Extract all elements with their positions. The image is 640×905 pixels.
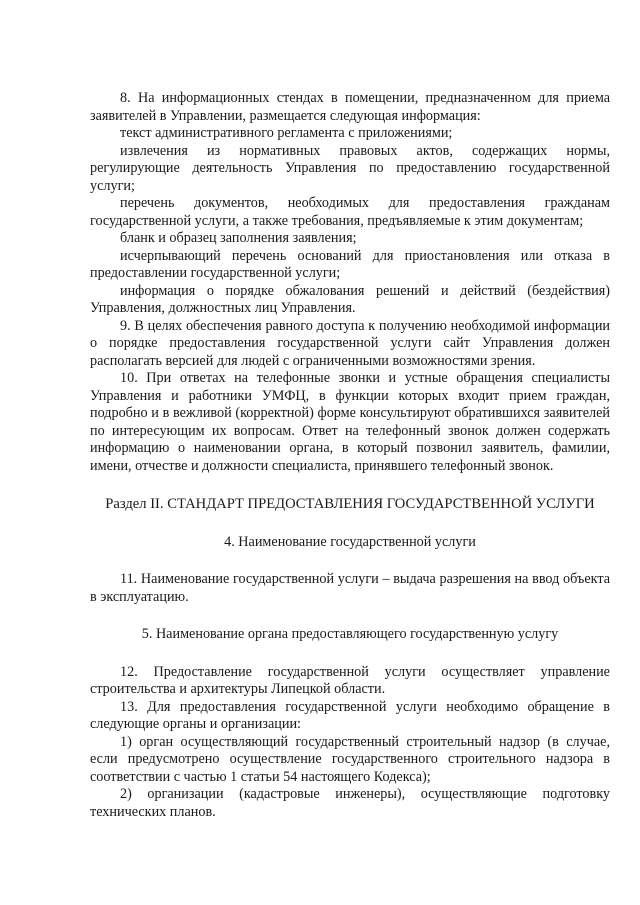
list-item-construction-supervision: 1) орган осуществляющий государственный строительный надзор (в случае, если предусмотрено осуществление государственного строительного надзора в соответствии с частью 1 статьи 54 настоящего Кодекса); (90, 733, 610, 785)
paragraph-9: 9. В целях обеспечения равного доступа к получению необходимой информации о порядке предоставления государственной услуги сайт Управления должен располагать версией для людей с ограниченными возможностями зрения. (90, 317, 610, 369)
paragraph-11: 11. Наименование государственной услуги – выдача разрешения на ввод объекта в эксплуатацию. (90, 571, 610, 605)
subsection-5-title: 5. Наименование органа предоставляющего государственную услугу (141, 626, 559, 642)
paragraph-10: 10. При ответах на телефонные звонки и устные обращения специалисты Управления и работники УМФЦ, в функции которых входит прием граждан, подробно и в вежливой (корректной) форме консультируют обратившихся заявителей по интересующим их вопросам. Ответ на телефонный звонок должен содержать информацию о наименовании органа, в который позвонил заявитель, фамилии, имени, отчестве и должности специалиста, принявшего телефонный звонок. (90, 370, 610, 474)
list-item-application-form: бланк и образец заполнения заявления; (120, 230, 357, 246)
list-item-appeal-procedure: информация о порядке обжалования решений и действий (бездействия) Управления, должностных лиц Управления. (90, 282, 610, 316)
list-item-refusal-grounds: исчерпывающий перечень оснований для приостановления или отказа в предоставлении государственной услуги; (90, 247, 610, 281)
paragraph-13: 13. Для предоставления государственной услуги необходимо обращение в следующие органы и организации: (90, 698, 610, 732)
list-item-documents-list: перечень документов, необходимых для предоставления гражданам государственной услуги, а также требования, предъявляемые к этим документам; (90, 195, 610, 229)
section-title: Раздел II. СТАНДАРТ ПРЕДОСТАВЛЕНИЯ ГОСУДАРСТВЕННОЙ УСЛУГИ (105, 496, 595, 512)
paragraph-8: 8. На информационных стендах в помещении, предназначенном для приема заявителей в Управлении, размещается следующая информация: (90, 90, 610, 124)
subsection-4-title: 4. Наименование государственной услуги (224, 533, 476, 550)
list-item-legal-extracts: извлечения из нормативных правовых актов, содержащих нормы, регулирующие деятельность Управления по предоставлению государственной услуги; (90, 142, 610, 194)
list-item-cadastral-engineers: 2) организации (кадастровые инженеры), осуществляющие подготовку технических планов. (90, 786, 610, 820)
document-page (90, 90, 610, 821)
paragraph-12: 12. Предоставление государственной услуги осуществляет управление строительства и архитектуры Липецкой области. (90, 663, 610, 697)
list-item-regulation-text: текст административного регламента с приложениями; (120, 125, 453, 141)
